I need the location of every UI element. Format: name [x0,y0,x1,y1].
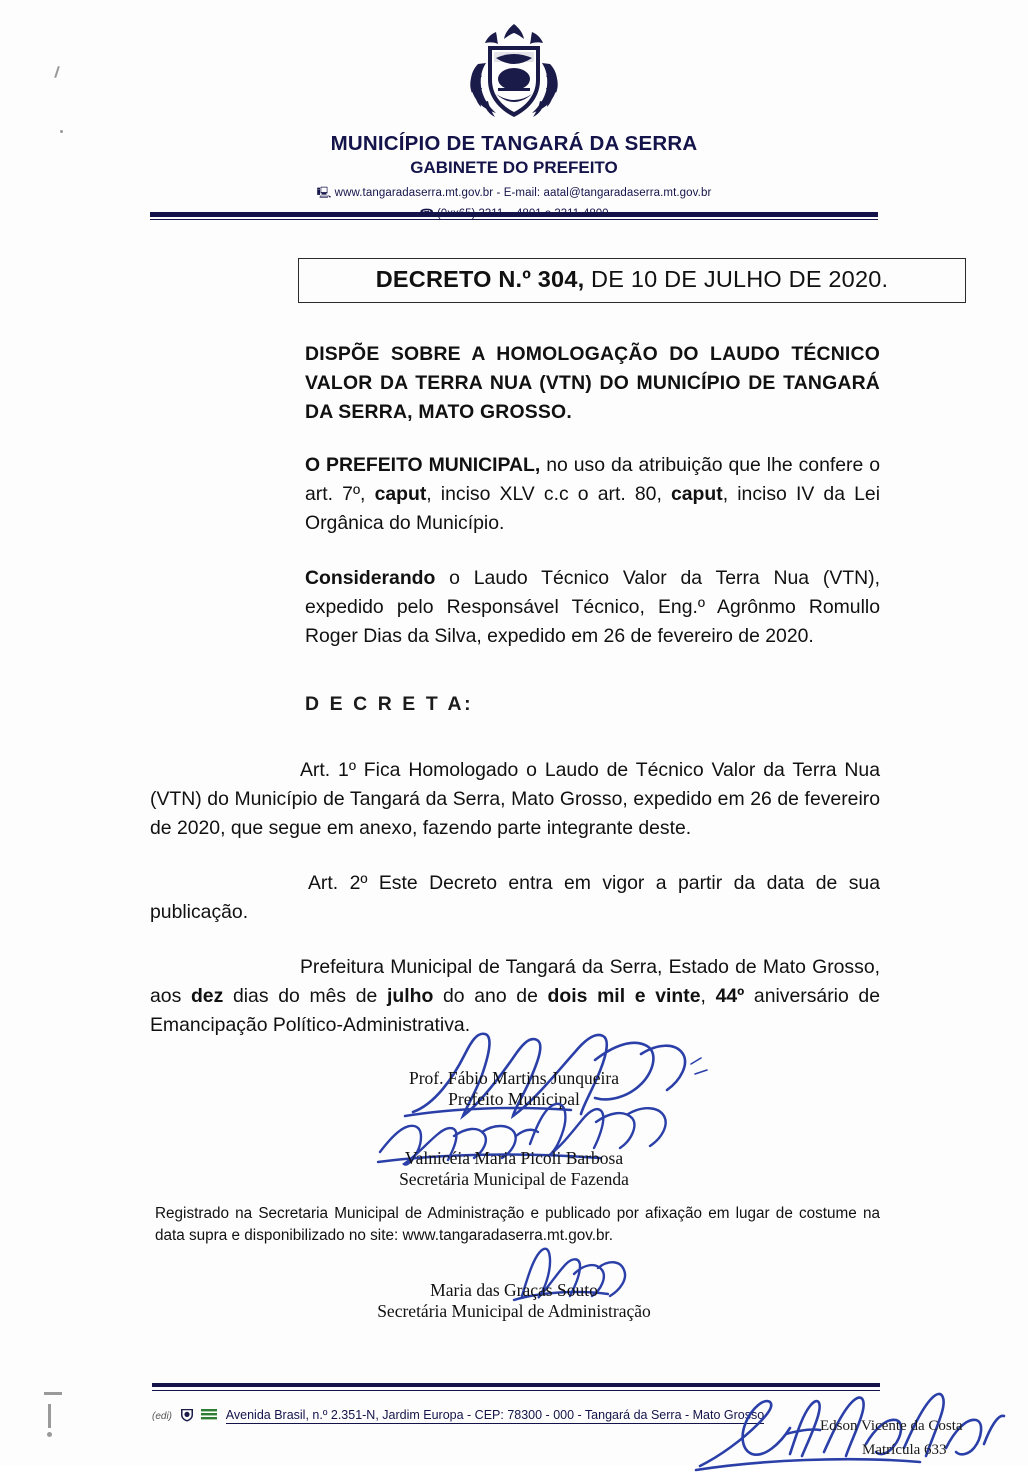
decree-number: DECRETO N.º 304, [375,266,585,292]
considerando-lead: Considerando [305,567,436,589]
coat-of-arms-icon [458,22,570,130]
signature-role-fazenda: Secretária Municipal de Fazenda [399,1169,629,1189]
contact-line [0,184,1028,203]
closing-5: aniversário de Emancipação Político-Administrativa. [150,985,881,1036]
paragraph-preambulo [305,451,880,538]
municipality-name: MUNICÍPIO DE TANGARÁ DA SERRA [330,132,698,155]
closing-4: , [700,985,716,1007]
stamp-registration: Matrícula 633 [862,1442,947,1458]
considerando-rest: o Laudo Técnico Valor da Terra Nua (VTN), expedido pelo Responsável Técnico, Eng.º Agrônmo Romullo Roger Dias da Silva, expedido em 26 de fevereiro de 2020. [305,567,880,647]
monitor-icon: 🖳 [316,187,332,199]
closing-1: Prefeitura Municipal de Tangará da Serra, Estado de Mato Grosso, aos [150,956,880,1007]
edi-mark: (edi) [152,1411,173,1422]
green-bars-icon [201,1408,217,1423]
signature-name-prefeito: Prof. Fábio Martins Junqueira [409,1068,619,1088]
margin-mark-bottom-2 [48,1404,51,1428]
document-header [0,22,1028,220]
paragraph-considerando [305,564,880,651]
decree-title [309,266,955,293]
decree-date: DE 10 DE JULHO DE 2020. [584,266,889,292]
closing-2: dias do mês de [223,985,388,1007]
paragraph-art-1: Art. 1º Fica Homologado o Laudo de Técnico Valor da Terra Nua (VTN) do Município de Tangará da Serra, Mato Grosso, expedido em 26 de fevereiro de 2020, que segue em anexo, fazendo parte integrante deste. [150,759,880,839]
caput-1: caput [374,483,427,505]
office-name: GABINETE DO PREFEITO [410,158,618,177]
signature-name-fazenda: Valnicéia Maria Picoli Barbosa [404,1148,624,1168]
preambulo-rest-1: no uso da atribuição que lhe confere o art. 7º, [305,454,881,505]
signature-role-prefeito: Prefeito Municipal [448,1089,580,1109]
signature-role-administracao: Secretária Municipal de Administração [377,1301,651,1321]
paragraph-art-2: Art. 2º Este Decreto entra em vigor a partir da data de sua publicação. [150,872,880,923]
preambulo-mid: , inciso XLV c.c o art. 80, [426,483,671,505]
document-body [150,340,880,1058]
signature-block-prefeito [0,1068,1028,1110]
closing-3: do ano de [433,985,548,1007]
mini-coat-of-arms-icon [180,1406,194,1425]
signature-name-administracao: Maria das Graças Souto [430,1280,598,1300]
decree-title-box [298,258,966,303]
caput-2: caput [670,483,723,505]
footer-address: Avenida Brasil, n.º 2.351-N, Jardim Europa - CEP: 78300 - 000 - Tangará da Serra - Mato Grosso [225,1408,765,1422]
paragraph-closing [150,953,880,1040]
preambulo-end: , inciso IV da Lei Orgânica do Município. [305,483,880,534]
closing-year: dois mil e vinte [547,985,701,1007]
signature-block-fazenda [0,1148,1028,1190]
prefeito-lead: O PREFEITO MUNICIPAL, [305,454,541,476]
margin-mark-bottom [44,1392,62,1395]
stamp-name: Edson Vicente da Costa [820,1418,963,1434]
closing-month: julho [387,985,434,1007]
signature-block-administracao [0,1280,1028,1322]
decreta-heading: D E C R E T A: [305,693,474,715]
footer-divider [152,1383,880,1387]
margin-mark-bottom-3 [47,1432,52,1437]
footer-divider-thin [152,1390,880,1391]
registro-text: Registrado na Secretaria Municipal de Administração e publicado por afixação em lugar de costume na data supra e disponibilizado no site: www.tangaradaserra.mt.gov.br. [155,1205,880,1244]
closing-day: dez [190,985,224,1007]
ementa-paragraph: DISPÕE SOBRE A HOMOLOGAÇÃO DO LAUDO TÉCNICO VALOR DA TERRA NUA (VTN) DO MUNICÍPIO DE TANGARÁ DA SERRA, MATO GROSSO. [305,343,880,423]
header-divider [150,212,878,220]
closing-anniversary: 44º [715,985,745,1007]
contact-text: www.tangaradaserra.mt.gov.br - E-mail: aatal@tangaradaserra.mt.gov.br [334,187,712,199]
